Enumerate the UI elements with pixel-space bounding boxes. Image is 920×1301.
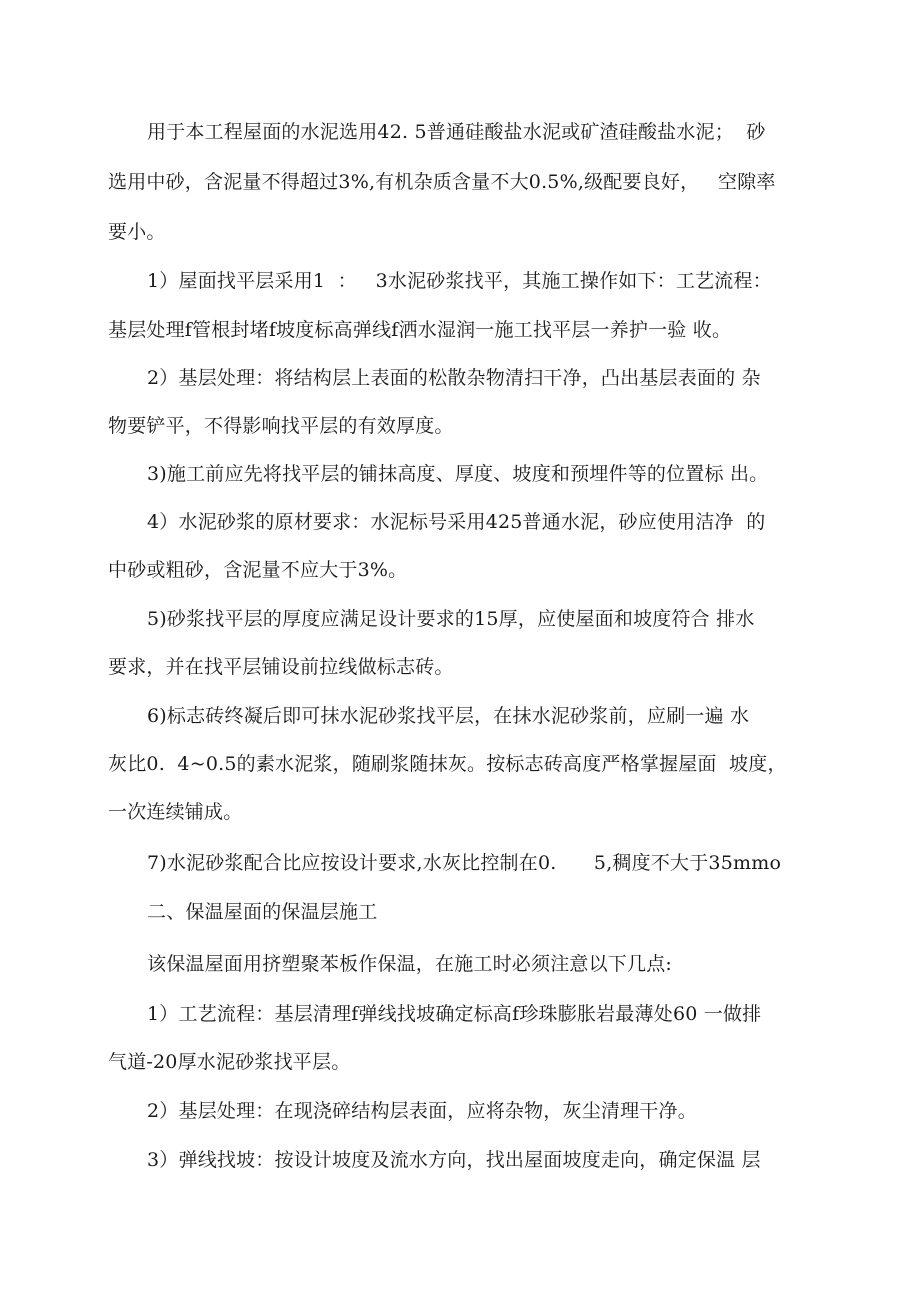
text-line: 3)施工前应先将找平层的铺抹高度、厚度、坡度和预埋件等的位置标 出。 [147, 463, 769, 485]
text-line: 1）工艺流程：基层清理f弹线找坡确定标高f珍珠膨胀岩最薄处60 一做排 [147, 1003, 762, 1025]
text-line: 6)标志砖终凝后即可抹水泥砂浆找平层，在抹水泥砂浆前，应刷一遍 水 [147, 705, 750, 727]
text-line: 用于本工程屋面的水泥选用42. 5普通硅酸盐水泥或矿渣硅酸盐水泥； 砂 [147, 121, 766, 143]
text-line: 7)水泥砂浆配合比应按设计要求,水灰比控制在0. 5,稠度不大于35mmo [147, 852, 782, 874]
text-line: 物要铲平，不得影响找平层的有效厚度。 [108, 415, 454, 437]
text-line: 中砂或粗砂，含泥量不应大于3%。 [108, 559, 408, 581]
text-line: 气道-20厚水泥砂浆找平层。 [108, 1051, 351, 1073]
section-heading: 二、保温屋面的保温层施工 [147, 901, 378, 923]
text-line: 1）屋面找平层采用1 ： 3水泥砂浆找平，其施工操作如下：工艺流程： [147, 270, 772, 292]
text-line: 3）弹线找坡：按设计坡度及流水方向，找出屋面坡度走向，确定保温 层 [147, 1149, 761, 1171]
text-line: 2）基层处理：在现浇碎结构层表面，应将杂物，灰尘清理干净。 [147, 1100, 697, 1122]
text-line: 一次连续铺成。 [108, 801, 243, 823]
text-line: 要求，并在找平层铺设前拉线做标志砖。 [108, 656, 454, 678]
text-line: 2）基层处理：将结构层上表面的松散杂物清扫干净，凸出基层表面的 杂 [147, 367, 761, 389]
text-line: 4）水泥砂浆的原材要求：水泥标号采用425普通水泥，砂应使用洁净 的 [147, 511, 766, 533]
text-line: 5)砂浆找平层的厚度应满足设计要求的15厚，应使屋面和坡度符合 排水 [147, 608, 755, 630]
text-line: 基层处理f管根封堵f坡度标高弹线f洒水湿润一施工找平层一养护一验 收。 [108, 319, 732, 341]
text-line: 该保温屋面用挤塑聚苯板作保温，在施工时必须注意以下几点: [147, 953, 673, 975]
text-line: 要小。 [108, 221, 166, 243]
text-line: 选用中砂，含泥量不得超过3%,有机杂质含量不大0.5%,级配要良好， 空隙率 [108, 171, 776, 193]
text-line: 灰比0. 4~0.5的素水泥浆，随刷浆随抹灰。按标志砖高度严格掌握屋面 坡度， [108, 753, 787, 775]
